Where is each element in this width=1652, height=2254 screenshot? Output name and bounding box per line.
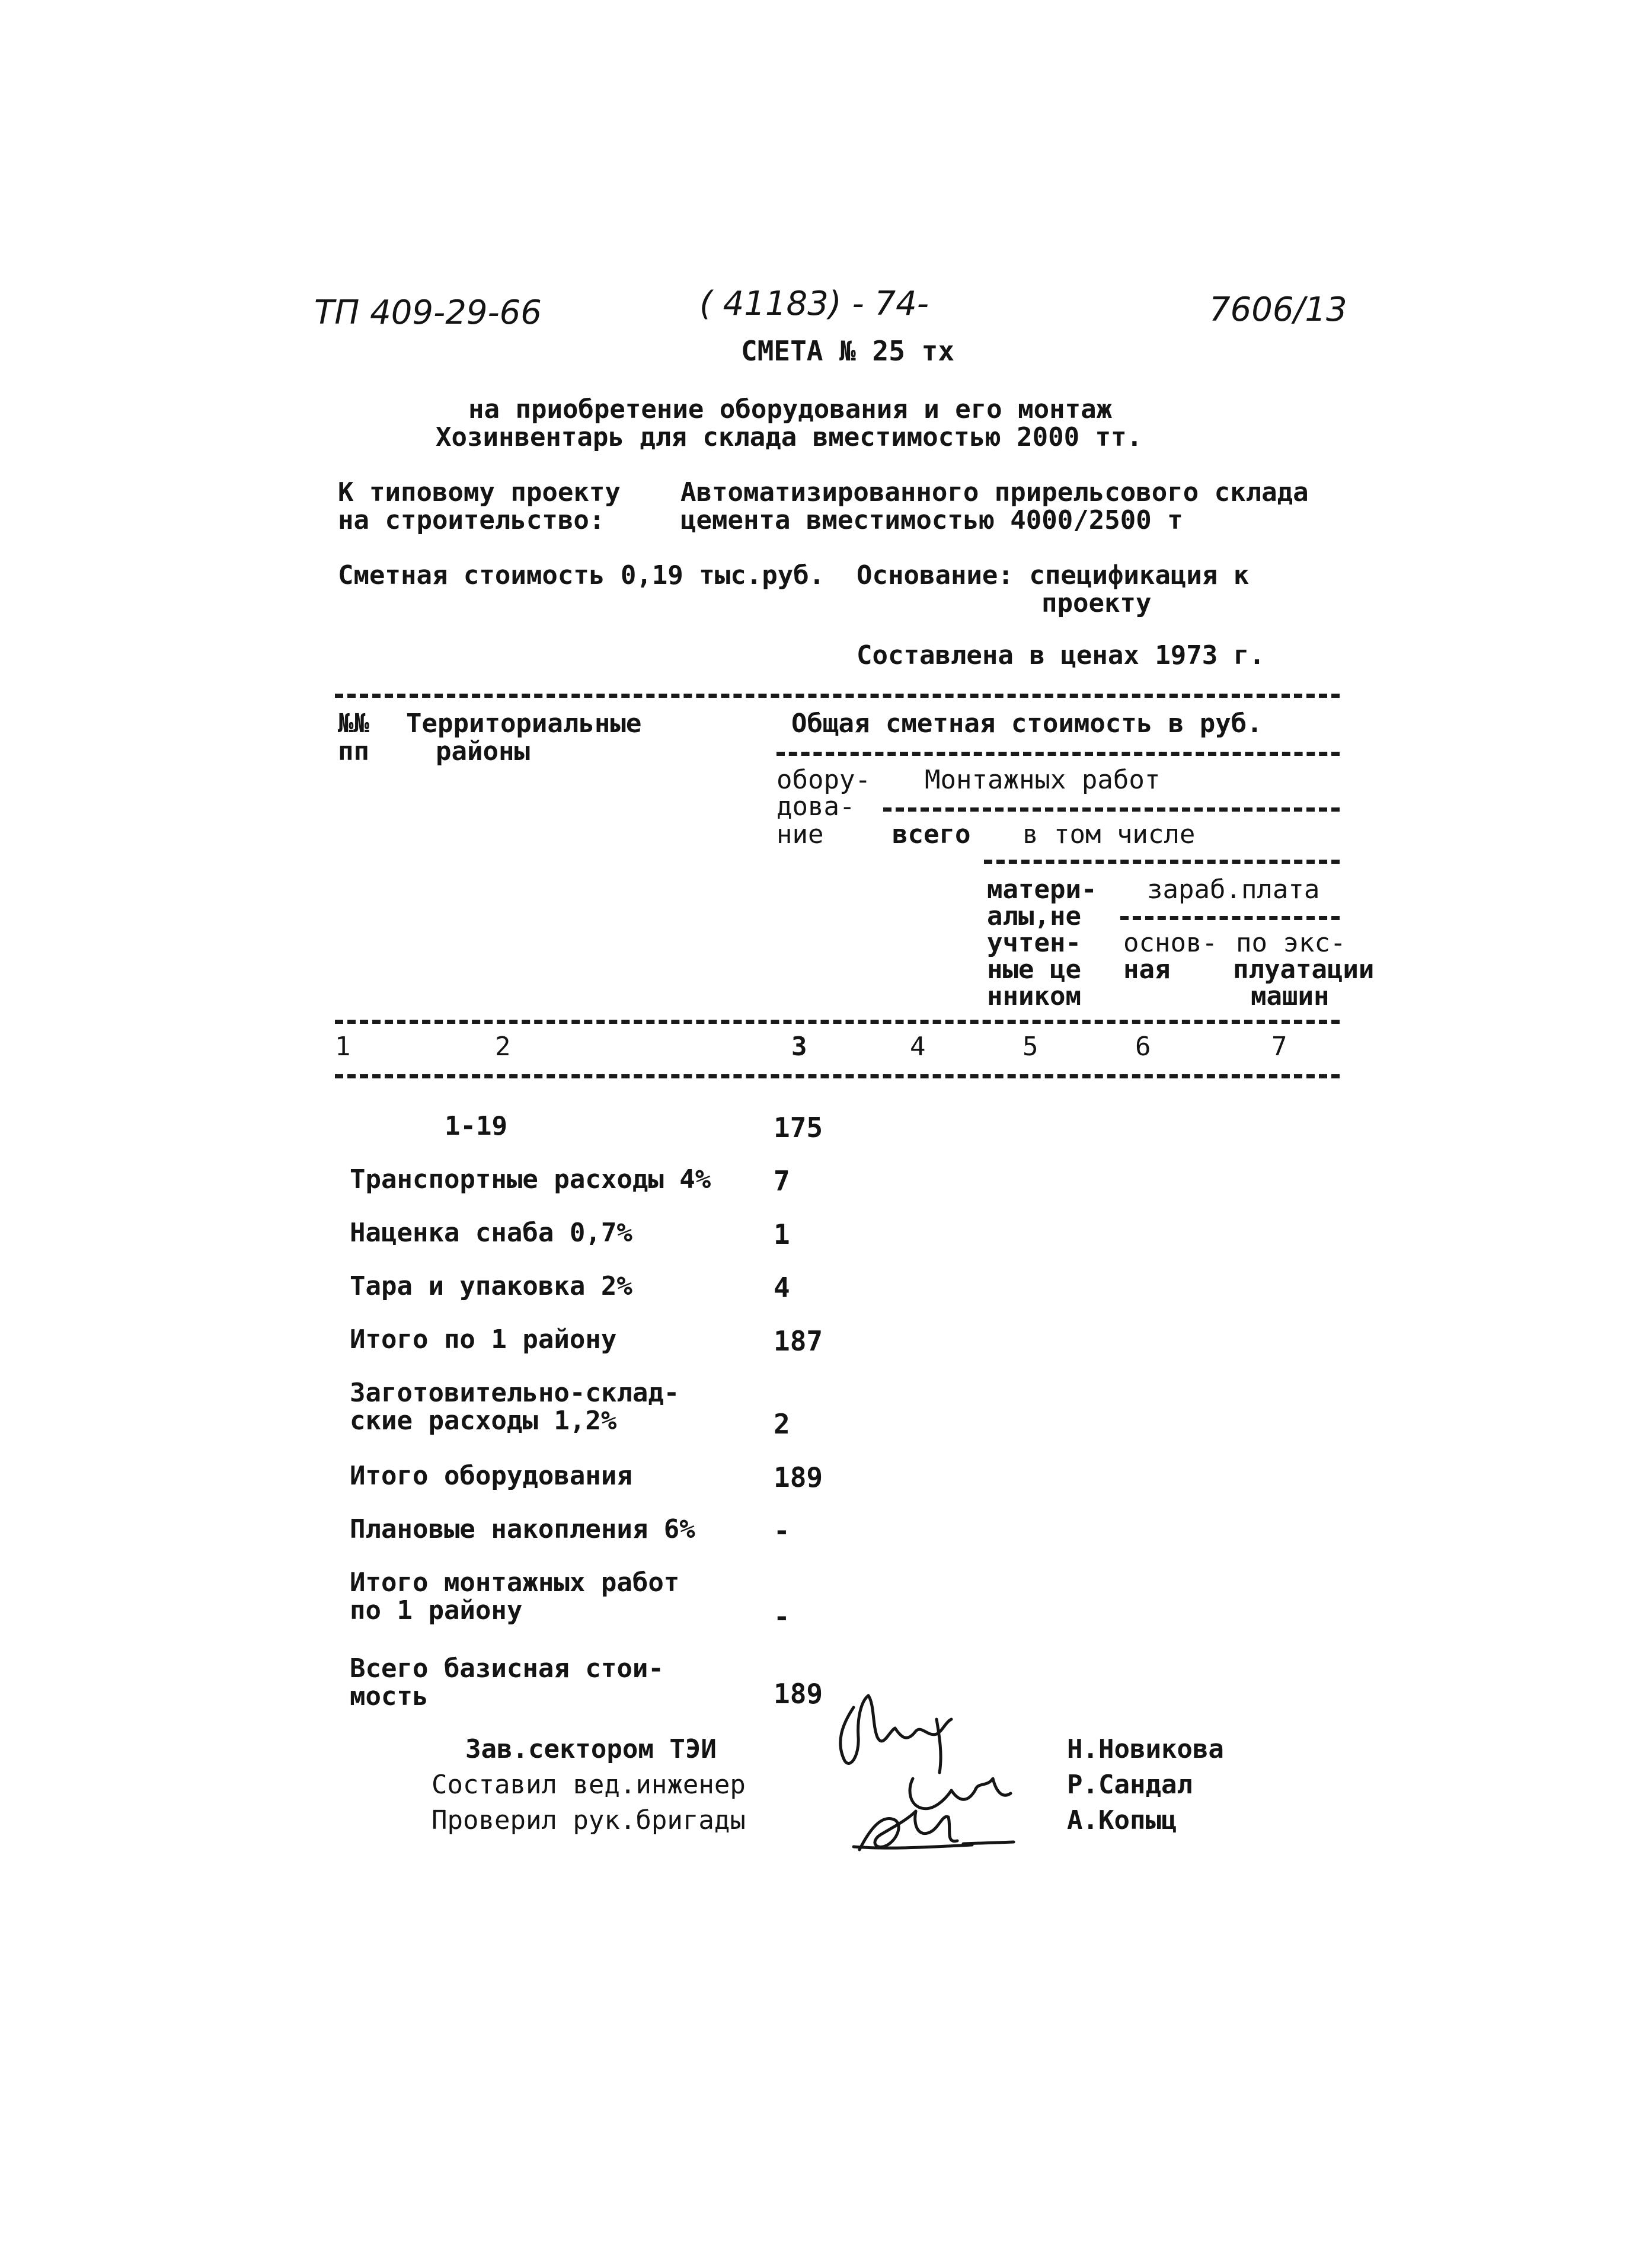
row-label-line1: Всего базисная стои-: [350, 1653, 664, 1684]
document-title: СМЕТА № 25 тх: [741, 335, 955, 367]
column-number: 5: [1022, 1032, 1039, 1062]
row-value: 2: [774, 1408, 790, 1440]
row-label-line1: Итого монтажных работ: [350, 1567, 680, 1598]
compiled-prices: Составлена в ценах 1973 г.: [857, 640, 1265, 671]
signature-name: А.Копыц: [1067, 1805, 1177, 1835]
signature-name: Н.Новикова: [1067, 1734, 1224, 1764]
row-value: 175: [774, 1112, 823, 1144]
col-materials-line4: ные це: [987, 954, 1081, 985]
numbers-bottom-rule: [335, 1074, 1340, 1078]
header-rule-4: [984, 860, 1340, 864]
col-total-cost: Общая сметная стоимость в руб.: [791, 708, 1263, 739]
col-equipment-line3: ние: [777, 819, 824, 850]
row-label-line2: мость: [350, 1681, 429, 1712]
col-machines-line1: по экс-: [1236, 928, 1346, 958]
row-label: Транспортные расходы 4%: [350, 1164, 711, 1195]
column-number: 2: [495, 1032, 511, 1062]
col-equipment-line2: дова-: [777, 791, 855, 822]
col-materials-line3: учтен-: [987, 928, 1081, 958]
row-label: 1-19: [445, 1111, 507, 1141]
col-installation: Монтажных работ: [925, 765, 1161, 795]
row-value: -: [774, 1601, 790, 1633]
col-materials-line5: нником: [987, 981, 1081, 1011]
subtitle-line1: на приобретение оборудования и его монтаж: [468, 394, 1113, 424]
sheet-number: 7606/13: [1209, 290, 1347, 329]
row-label: Плановые накопления 6%: [350, 1514, 695, 1544]
row-value: 189: [774, 1678, 823, 1710]
column-number: 6: [1135, 1032, 1151, 1062]
signature-scribbles: [818, 1672, 1020, 1850]
row-label-line2: по 1 району: [350, 1595, 523, 1626]
signature-role: Зав.сектором ТЭИ: [465, 1734, 717, 1764]
col-basic-line2: ная: [1123, 954, 1171, 985]
project-label-line1: К типовому проекту: [338, 477, 621, 507]
row-label: Итого оборудования: [350, 1461, 632, 1491]
inventory-code: ( 41183) - 74-: [699, 285, 929, 323]
header-bottom-rule: [335, 1020, 1340, 1024]
col-wages: зараб.плата: [1147, 874, 1320, 905]
col-num-line2: пп: [338, 736, 369, 767]
col-equipment-line1: обору-: [777, 765, 871, 795]
table-top-rule: [335, 694, 1340, 698]
row-value: -: [774, 1515, 790, 1547]
row-value: 187: [774, 1325, 823, 1357]
header-rule-3: [883, 807, 1340, 812]
estimated-cost: Сметная стоимость 0,19 тыс.руб.: [338, 560, 825, 590]
basis-line1: Основание: спецификация к: [857, 560, 1250, 590]
row-label-line1: Заготовительно-склад-: [350, 1378, 680, 1408]
row-label: Тара и упаковка 2%: [350, 1271, 632, 1301]
project-code: ТП 409-29-66: [314, 293, 542, 332]
row-label: Наценка снаба 0,7%: [350, 1218, 632, 1248]
col-num-line1: №№: [338, 708, 369, 739]
row-label: Итого по 1 району: [350, 1324, 617, 1355]
signature-role: Проверил рук.бригады: [432, 1805, 746, 1835]
column-number: 3: [791, 1032, 807, 1062]
row-value: 1: [774, 1218, 790, 1250]
row-value: 7: [774, 1165, 790, 1197]
col-machines-line2: плуатации: [1233, 954, 1375, 985]
col-including: в том числе: [1022, 819, 1196, 850]
project-value-line1: Автоматизированного прирельсового склада: [680, 477, 1309, 507]
col-materials-line1: матери-: [987, 874, 1097, 905]
col-all: всего: [892, 819, 971, 850]
row-value: 189: [774, 1461, 823, 1493]
row-value: 4: [774, 1272, 790, 1304]
header-rule-5: [1120, 916, 1340, 920]
column-number: 7: [1271, 1032, 1287, 1062]
subtitle-line2: Хозинвентарь для склада вместимостью 2000 тт.: [436, 422, 1143, 452]
header-rule-2: [777, 752, 1340, 756]
col-machines-line3: машин: [1251, 981, 1330, 1011]
column-number: 1: [335, 1032, 351, 1062]
column-number: 4: [910, 1032, 926, 1062]
signature-name: Р.Сандал: [1067, 1770, 1193, 1800]
col-materials-line2: алы,не: [987, 901, 1081, 931]
basis-line2: проекту: [1041, 588, 1152, 618]
signature-role: Составил вед.инженер: [432, 1770, 746, 1800]
project-value-line2: цемента вместимостью 4000/2500 т: [680, 505, 1183, 535]
col-territory-line1: Территориальные: [406, 708, 642, 739]
project-label-line2: на строительство:: [338, 505, 605, 535]
row-label-line2: ские расходы 1,2%: [350, 1406, 617, 1436]
col-territory-line2: районы: [436, 736, 530, 767]
col-basic-line1: основ-: [1123, 928, 1218, 958]
